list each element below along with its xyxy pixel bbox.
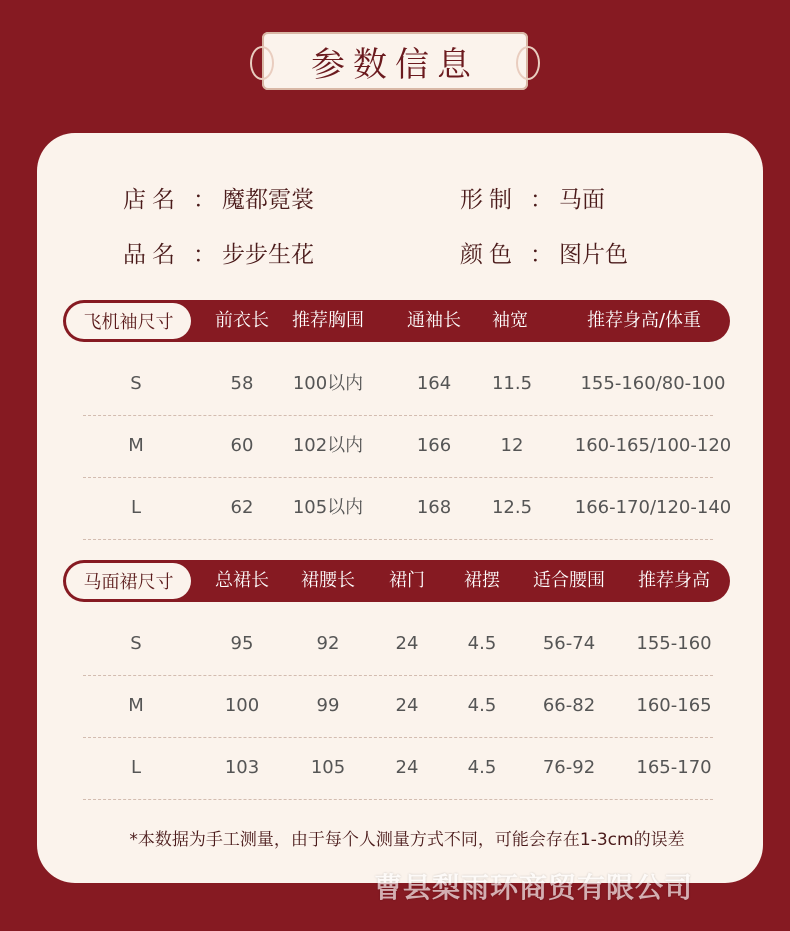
info-color-value: 图片色 <box>559 242 628 268</box>
header-sleeve-length: 通袖长 <box>407 310 461 331</box>
table-row <box>83 675 713 738</box>
header-total-length: 总裙长 <box>215 570 269 591</box>
table-row <box>83 415 732 478</box>
info-color <box>460 236 628 269</box>
sleeve-size-title: 飞机袖尺寸 <box>66 303 191 339</box>
table-row <box>83 353 726 416</box>
table-row <box>83 737 713 800</box>
table-cell: 4.5 <box>467 695 497 716</box>
parameter-card <box>37 133 763 883</box>
table-cell: 92 <box>316 633 340 654</box>
header-sleeve-width: 袖宽 <box>492 310 528 331</box>
table-cell: 155-160 <box>636 633 712 654</box>
skirt-size-header <box>63 560 730 602</box>
table-cell: 24 <box>395 695 419 716</box>
table-cell: 60 <box>230 435 254 456</box>
size-cell: L <box>130 757 142 778</box>
table-cell: 103 <box>224 757 260 778</box>
table-row <box>83 613 713 676</box>
info-shop <box>123 181 314 214</box>
table-cell: 99 <box>316 695 340 716</box>
table-cell: 100 <box>224 695 260 716</box>
table-cell: 105以内 <box>292 497 364 518</box>
table-cell: 4.5 <box>467 633 497 654</box>
table-cell: 168 <box>416 497 452 518</box>
info-shop-value: 魔都霓裳 <box>222 187 314 213</box>
table-cell: 12 <box>500 435 524 456</box>
table-cell: 58 <box>230 373 254 394</box>
header-hem: 裙摆 <box>464 570 500 591</box>
size-cell: S <box>130 633 142 654</box>
info-product-label: 品名 <box>123 242 181 268</box>
header-front-length: 前衣长 <box>215 310 269 331</box>
header-bust: 推荐胸围 <box>292 310 364 331</box>
info-style-value: 马面 <box>559 187 605 213</box>
table-cell: 160-165 <box>636 695 712 716</box>
header-height: 推荐身高 <box>638 570 710 591</box>
table-cell: 76-92 <box>542 757 596 778</box>
table-cell: 4.5 <box>467 757 497 778</box>
measurement-note: *本数据为手工测量，由于每个人测量方式不同，可能会存在1-3cm的误差 <box>129 830 685 850</box>
skirt-size-title: 马面裙尺寸 <box>66 563 191 599</box>
table-cell: 66-82 <box>542 695 596 716</box>
table-cell: 105 <box>310 757 346 778</box>
info-style-label: 形制 <box>460 187 518 213</box>
table-cell: 11.5 <box>491 373 533 394</box>
table-cell: 165-170 <box>636 757 712 778</box>
table-cell: 12.5 <box>491 497 533 518</box>
page-title: 参数信息 <box>311 44 479 85</box>
info-style <box>460 181 605 214</box>
company-watermark: 曹县梨雨环商贸有限公司 <box>374 871 694 904</box>
size-cell: M <box>128 435 144 456</box>
header-waist: 适合腰围 <box>533 570 605 591</box>
info-color-label: 颜色 <box>460 242 518 268</box>
table-cell: 166 <box>416 435 452 456</box>
table-cell: 160-165/100-120 <box>574 435 732 456</box>
info-product <box>123 236 314 269</box>
info-color-colon: ： <box>530 242 553 268</box>
size-cell: L <box>130 497 142 518</box>
table-row <box>83 477 732 540</box>
table-cell: 62 <box>230 497 254 518</box>
size-cell: M <box>128 695 144 716</box>
size-cell: S <box>130 373 142 394</box>
table-cell: 164 <box>416 373 452 394</box>
table-cell: 95 <box>230 633 254 654</box>
table-cell: 56-74 <box>542 633 596 654</box>
title-plaque <box>262 32 528 90</box>
info-shop-colon: ： <box>193 187 216 213</box>
table-cell: 100以内 <box>292 373 364 394</box>
table-cell: 166-170/120-140 <box>574 497 732 518</box>
info-product-colon: ： <box>193 242 216 268</box>
header-height-weight: 推荐身高/体重 <box>586 310 702 331</box>
table-cell: 102以内 <box>292 435 364 456</box>
info-shop-label: 店名 <box>123 187 181 213</box>
header-skirt-door: 裙门 <box>389 570 425 591</box>
sleeve-size-header <box>63 300 730 342</box>
info-product-value: 步步生花 <box>222 242 314 268</box>
table-cell: 155-160/80-100 <box>580 373 726 394</box>
header-waist-length: 裙腰长 <box>301 570 355 591</box>
table-cell: 24 <box>395 757 419 778</box>
table-cell: 24 <box>395 633 419 654</box>
info-style-colon: ： <box>530 187 553 213</box>
